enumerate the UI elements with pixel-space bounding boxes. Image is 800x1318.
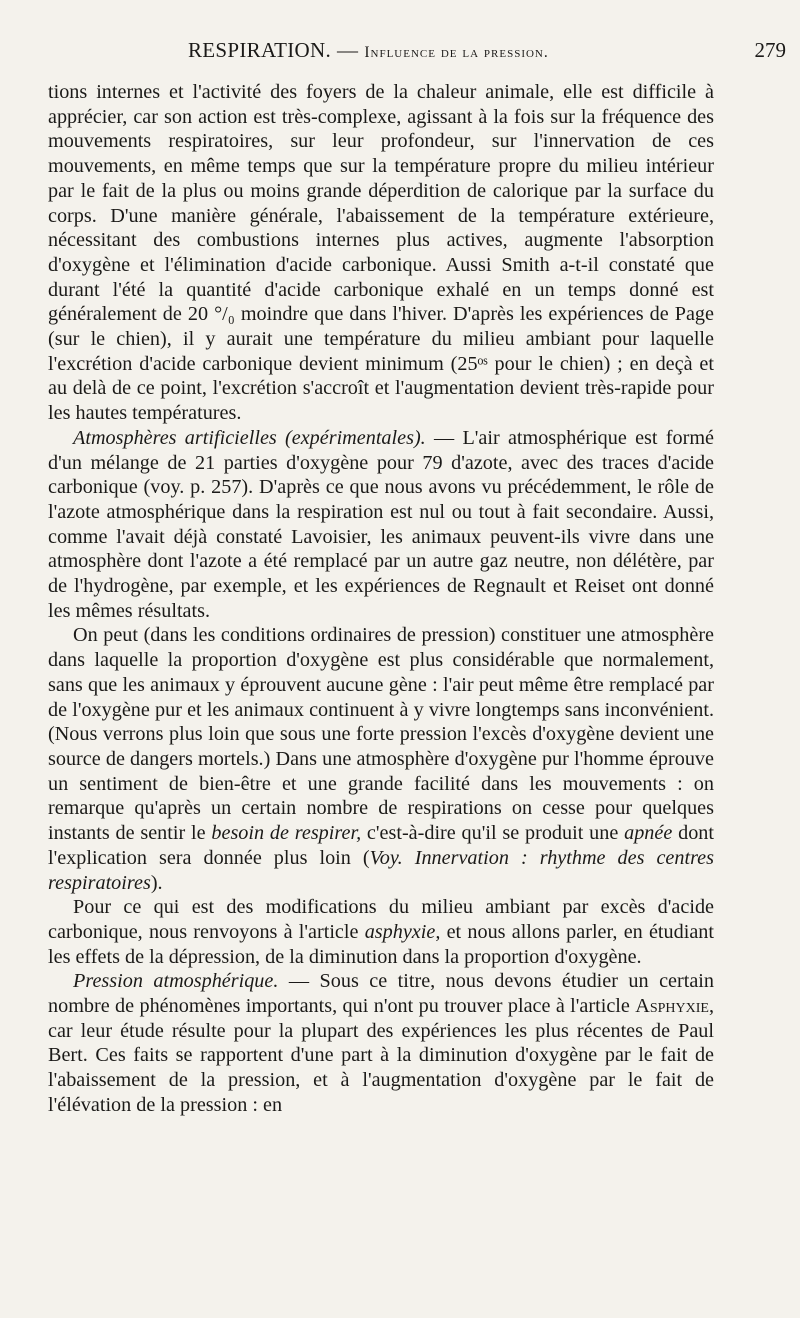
section-lead-artificial-atmospheres: Atmosphères artificielles (expérimentales). (73, 426, 426, 449)
paragraph-oxygen (48, 623, 714, 895)
text-run: — Sous ce titre, nous devons étudier un certain nombre de phénomènes importants, qui n'ont pu trouver place à l'article (48, 970, 714, 1018)
paragraph-text: — L'air atmosphérique est formé d'un mélange de 21 parties d'oxygène pour 79 d'azote, avec des traces d'acide carbonique (voy. p. 257). D'après ce que nous avons vu précédemment, le rôle de l'azote atmosphérique dans la respiration est nul ou tout à fait secondaire. Aussi, comme l'avait déjà constaté Lavoisier, les animaux peuvent-ils vivre dans une atmosphère dont l'azote a été remplacé par un autre gaz neutre, non délétère, par de l'hydrogène, par exemple, et les expériences de Regnault et Reiset ont donné les mêmes résultats. (48, 426, 714, 622)
italic-run: besoin de respirer, (211, 822, 362, 845)
italic-run: apnée (624, 822, 673, 845)
paragraph-temperature: tions internes et l'activité des foyers de la chaleur animale, elle est difficile à apprécier, car son action est très-complexe, agissant à la fois sur la fréquence des mouvements respiratoires, sur leur profondeur, sur l'innervation de ces mouvements, en même temps que sur la température propre du milieu intérieur par le fait de la plus ou moins grande déperdition de calorique par la surface du corps. D'une manière générale, l'abaissement de la température extérieure, nécessitant des combustions internes plus actives, augmente l'absorption d'oxygène et l'élimination d'acide carbonique. Aussi Smith a-t-il constaté que durant l'été la quantité d'acide carbonique exhalé en un temps donné est généralement de 20 °/₀ moindre que dans l'hiver. D'après les expériences de Page (sur le chien), il y aurait une température du milieu ambiant pour laquelle l'excrétion d'acide carbonique devient minimum (25ᵒˢ pour le chien) ; en deçà et au delà de ce point, l'excrétion s'accroît et l'augmentation devient très-rapide pour les hautes températures. (48, 81, 714, 425)
text-run: et nous allons parler, en étudiant les effets de la dépression, de la diminution dans la proportion d'oxygène. (48, 920, 714, 968)
small-caps-run: Asphyxie (635, 995, 709, 1018)
page-number: 279 (754, 38, 786, 62)
section-lead-atmospheric-pressure: Pression atmosphérique. (73, 970, 279, 993)
paragraph-atmospheric-pressure (48, 969, 714, 1117)
italic-run: asphyxie, (364, 920, 441, 943)
body-text (48, 80, 714, 1118)
text-run: ). (150, 871, 163, 894)
text-run: dont l'explication sera donnée plus loin ( (48, 822, 714, 869)
header-dash: — (337, 38, 359, 62)
text-run: c'est-à-dire qu'il se produit une (361, 822, 625, 845)
running-title (188, 38, 549, 63)
text-run: Pour ce qui est des modifications du milieu ambiant par excès d'acide carbonique, nous renvoyons à l'article (48, 896, 714, 943)
running-header (48, 38, 786, 68)
paragraph-carbonic-acid (48, 895, 714, 969)
section-subtitle: Influence de la pression. (364, 44, 549, 61)
text-run: , car leur étude résulte pour la plupart des expériences les plus récentes de Paul Bert. Ces faits se rapportent d'une part à la diminution d'oxygène par le fait de l'abaissement de la pression, et à l'augmentation d'oxygène par le fait de l'élévation de la pression : en (48, 995, 714, 1116)
paragraph-artificial-atmospheres (48, 426, 714, 624)
italic-run: Voy. Innervation : rhythme des centres respiratoires (48, 846, 714, 894)
text-run: On peut (dans les conditions ordinaires de pression) constituer une atmosphère dans laquelle la proportion d'oxygène est plus considérable que normalement, sans que les animaux y éprouvent aucune gène : l'air peut même être remplacé par de l'oxygène pur et les animaux continuent à y vivre longtemps sans inconvénient. (Nous verrons plus loin que sous une forte pression l'excès d'oxygène devient une source de dangers mortels.) Dans une atmosphère d'oxygène pur l'homme éprouve un sentiment de bien-être et une grande facilité dans les mouvements : on remarque qu'après un certain nombre de respirations on cesse pour quelques instants de sentir le (48, 624, 714, 845)
chapter-title: RESPIRATION. (188, 38, 332, 62)
